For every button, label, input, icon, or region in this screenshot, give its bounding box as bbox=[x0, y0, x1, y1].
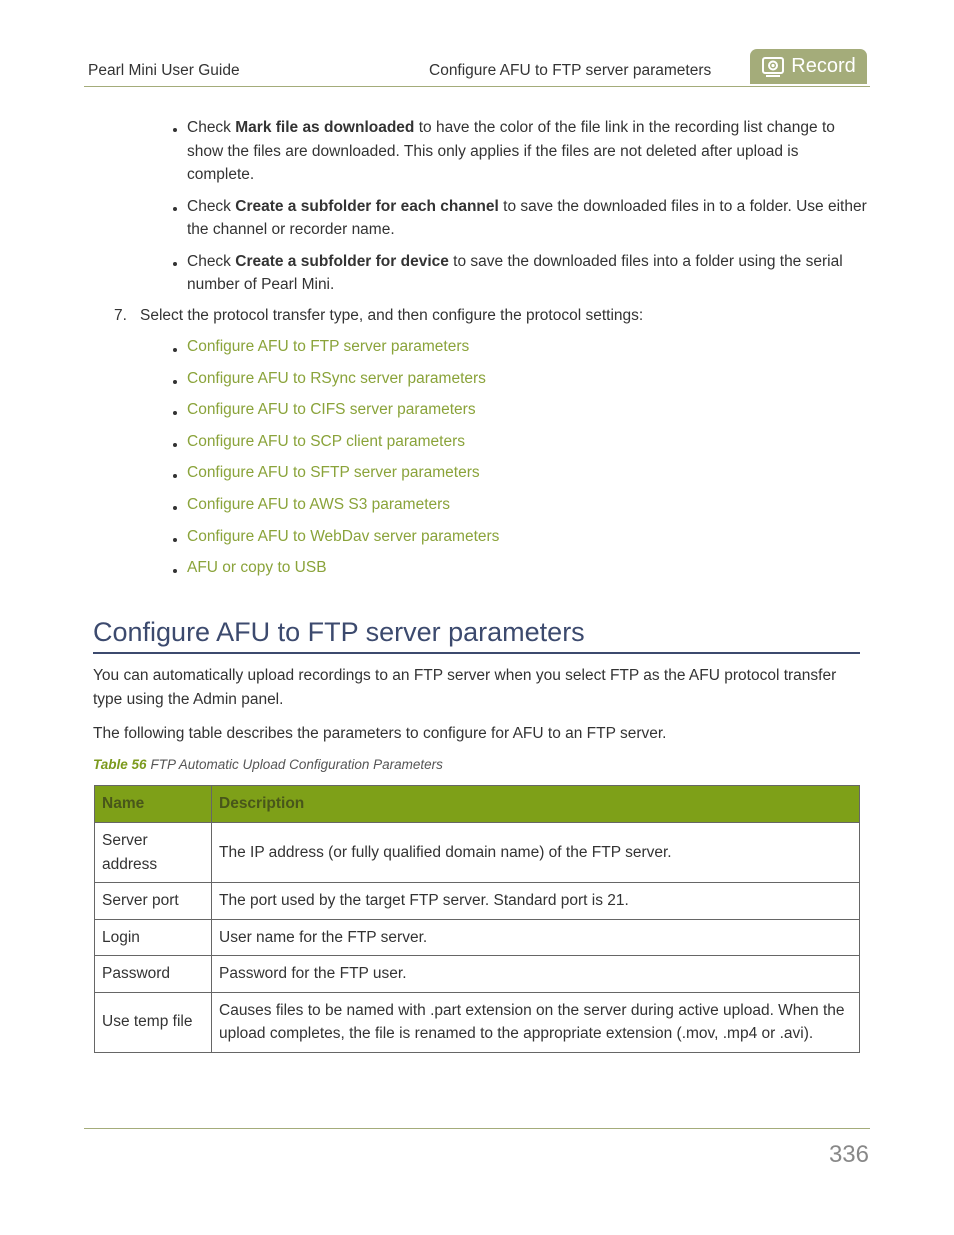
record-tab[interactable] bbox=[750, 49, 867, 84]
protocol-link-list bbox=[187, 336, 499, 589]
link-rsync[interactable]: Configure AFU to RSync server parameters bbox=[187, 369, 486, 387]
table-row bbox=[95, 919, 860, 956]
table-row bbox=[95, 956, 860, 993]
bullet-item: Check Create a subfolder for device to save the downloaded files into a folder using the serial number of Pearl Mini. bbox=[187, 250, 867, 297]
link-ftp[interactable]: Configure AFU to FTP server parameters bbox=[187, 338, 470, 355]
bullet-item: Check Mark file as downloaded to have the color of the file link in the recording list change to show the files are downloaded. This only applies if the files are not deleted after upload is complete. bbox=[187, 116, 867, 187]
step-text: Select the protocol transfer type, and then configure the protocol settings: bbox=[140, 307, 644, 324]
running-section-title: Configure AFU to FTP server parameters bbox=[429, 62, 712, 79]
list-item bbox=[187, 336, 499, 368]
list-item bbox=[187, 494, 499, 526]
param-description: The IP address (or fully qualified domain name) of the FTP server. bbox=[212, 823, 860, 883]
step-number: 7. bbox=[114, 307, 127, 324]
param-description: Password for the FTP user. bbox=[212, 956, 860, 993]
link-aws-s3[interactable]: Configure AFU to AWS S3 parameters bbox=[187, 495, 451, 513]
param-name: Password bbox=[95, 956, 212, 993]
bullet-item: Check Create a subfolder for each channel to save the downloaded files in to a folder. Use either the channel or recorder name. bbox=[187, 195, 867, 242]
list-item bbox=[187, 399, 499, 431]
param-name: Login bbox=[95, 919, 212, 956]
table-row bbox=[95, 823, 860, 883]
param-name: Use temp file bbox=[95, 992, 212, 1052]
guide-title: Pearl Mini User Guide bbox=[88, 62, 240, 79]
table-caption-text: FTP Automatic Upload Configuration Parameters bbox=[150, 757, 443, 772]
column-header-name: Name bbox=[95, 786, 212, 823]
list-item bbox=[187, 368, 499, 400]
table-caption bbox=[93, 757, 443, 772]
table-row bbox=[95, 992, 860, 1052]
list-item bbox=[187, 526, 499, 558]
ftp-parameters-table bbox=[94, 785, 860, 1053]
list-item bbox=[187, 557, 499, 589]
section-heading: Configure AFU to FTP server parameters bbox=[93, 614, 860, 654]
table-number: Table 56 bbox=[93, 757, 147, 772]
link-scp[interactable]: Configure AFU to SCP client parameters bbox=[187, 432, 465, 450]
column-header-description: Description bbox=[212, 786, 860, 823]
record-icon bbox=[761, 55, 785, 79]
link-usb[interactable]: AFU or copy to USB bbox=[187, 559, 327, 577]
step-7 bbox=[114, 305, 643, 327]
option-bullet-list bbox=[187, 116, 867, 305]
link-cifs[interactable]: Configure AFU to CIFS server parameters bbox=[187, 401, 476, 419]
table-header-row bbox=[95, 786, 860, 823]
table-row bbox=[95, 883, 860, 920]
param-description: Causes files to be named with .part extension on the server during active upload. When the upload completes, the file is renamed to the appropriate extension (.mov, .mp4 or .avi). bbox=[212, 992, 860, 1052]
intro-paragraph: You can automatically upload recordings to an FTP server when you select FTP as the AFU protocol transfer type using the Admin panel. bbox=[93, 667, 837, 708]
param-description: The port used by the target FTP server. Standard port is 21. bbox=[212, 883, 860, 920]
record-tab-label: Record bbox=[791, 55, 856, 77]
table-intro-paragraph: The following table describes the parameters to configure for AFU to an FTP server. bbox=[93, 725, 667, 742]
link-webdav[interactable]: Configure AFU to WebDav server parameters bbox=[187, 527, 500, 545]
page-number: 336 bbox=[828, 1141, 869, 1168]
param-name: Server port bbox=[95, 883, 212, 920]
param-name: Server address bbox=[95, 823, 212, 883]
list-item bbox=[187, 462, 499, 494]
param-description: User name for the FTP server. bbox=[212, 919, 860, 956]
list-item bbox=[187, 431, 499, 463]
header-divider bbox=[84, 86, 870, 87]
footer-divider bbox=[84, 1128, 870, 1129]
link-sftp[interactable]: Configure AFU to SFTP server parameters bbox=[187, 464, 480, 482]
